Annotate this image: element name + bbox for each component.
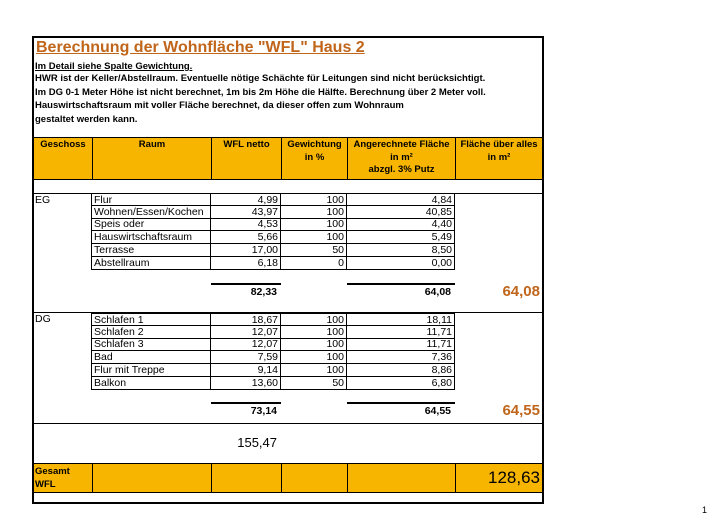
geschoss-label-eg: EG bbox=[35, 194, 51, 206]
eg-sum-wfl: 82,33 bbox=[250, 286, 277, 298]
angerechnet-cell: 8,50 bbox=[347, 244, 455, 257]
angerechnet-cell: 8,86 bbox=[347, 364, 455, 377]
dg-sum-wfl: 73,14 bbox=[250, 405, 277, 417]
header-flaeche-ueber-alles: Fläche über alles in m² bbox=[455, 138, 542, 179]
angerechnet-cell: 5,49 bbox=[347, 231, 455, 244]
angerechnet-cell: 40,85 bbox=[347, 206, 455, 219]
angerechnet-cell: 4,84 bbox=[347, 193, 455, 206]
wfl-netto-cell: 13,60 bbox=[211, 377, 281, 390]
gewichtung-cell: 100 bbox=[281, 326, 347, 339]
page-number: 1 bbox=[702, 505, 708, 515]
header-angerechnete-flaeche: Angerechnete Fläche in m² abzgl. 3% Putz bbox=[347, 138, 455, 179]
gewichtung-cell: 100 bbox=[281, 351, 347, 364]
gewichtung-cell: 100 bbox=[281, 338, 347, 351]
header-geschoss: Geschoss bbox=[40, 139, 86, 150]
wfl-netto-cell: 43,97 bbox=[211, 206, 281, 219]
dg-total: 64,55 bbox=[502, 402, 540, 419]
room-name-cell: Wohnen/Essen/Kochen bbox=[91, 206, 211, 219]
room-name-cell: Hauswirtschaftsraum bbox=[91, 231, 211, 244]
gewichtung-cell: 100 bbox=[281, 364, 347, 377]
wfl-netto-cell: 18,67 bbox=[211, 313, 281, 326]
gewichtung-cell: 100 bbox=[281, 206, 347, 219]
table-header bbox=[34, 137, 542, 180]
geschoss-label-dg: DG bbox=[35, 313, 51, 325]
dg-sum-angerechnet: 64,55 bbox=[424, 405, 451, 417]
wfl-netto-total: 155,47 bbox=[237, 435, 277, 450]
intro-line-5: gestaltet werden kann. bbox=[35, 114, 138, 125]
intro-line-2: HWR ist der Keller/Abstellraum. Eventuelle nötige Schächte für Leitungen sind nicht berücksichtigt. bbox=[35, 73, 486, 84]
wfl-netto-cell: 4,99 bbox=[211, 193, 281, 206]
wfl-netto-cell: 12,07 bbox=[211, 326, 281, 339]
header-raum: Raum bbox=[92, 138, 211, 179]
gesamt-wfl-total: 128,63 bbox=[488, 468, 540, 487]
footer-cell bbox=[211, 464, 281, 492]
page-title: Berechnung der Wohnfläche "WFL" Haus 2 bbox=[36, 39, 365, 56]
gewichtung-cell: 100 bbox=[281, 193, 347, 206]
sum-line bbox=[211, 283, 281, 285]
gewichtung-cell: 100 bbox=[281, 231, 347, 244]
angerechnet-cell: 11,71 bbox=[347, 338, 455, 351]
footer-cell bbox=[455, 464, 542, 492]
wfl-netto-cell: 12,07 bbox=[211, 338, 281, 351]
room-name-cell: Speis oder bbox=[91, 218, 211, 231]
room-name-cell: Schlafen 3 bbox=[91, 338, 211, 351]
gesamt-label: Gesamt WFL bbox=[35, 466, 70, 490]
gesamt-wfl-row bbox=[34, 463, 542, 493]
room-name-cell: Schlafen 1 bbox=[91, 313, 211, 326]
wfl-netto-cell: 9,14 bbox=[211, 364, 281, 377]
footer-cell bbox=[92, 464, 211, 492]
wfl-netto-cell: 5,66 bbox=[211, 231, 281, 244]
room-name-cell: Abstellraum bbox=[91, 257, 211, 270]
intro-line-3: Im DG 0-1 Meter Höhe ist nicht berechnet, 1m bis 2m Höhe die Hälfte. Berechnung über 2 Meter voll. bbox=[35, 87, 486, 98]
intro-line-1: Im Detail siehe Spalte Gewichtung. bbox=[35, 61, 193, 72]
sum-line bbox=[211, 402, 281, 404]
angerechnet-cell: 18,11 bbox=[347, 313, 455, 326]
room-name-cell: Flur mit Treppe bbox=[91, 364, 211, 377]
intro-line-4: Hauswirtschaftsraum mit voller Fläche berechnet, da dieser offen zum Wohnraum bbox=[35, 100, 404, 111]
sum-line bbox=[347, 283, 455, 285]
gewichtung-cell: 100 bbox=[281, 313, 347, 326]
room-name-cell: Balkon bbox=[91, 377, 211, 390]
sum-line bbox=[347, 402, 455, 404]
eg-sum-angerechnet: 64,08 bbox=[424, 286, 451, 298]
angerechnet-cell: 0,00 bbox=[347, 257, 455, 270]
header-gewichtung: Gewichtung in % bbox=[281, 138, 347, 179]
wfl-netto-cell: 4,53 bbox=[211, 218, 281, 231]
wfl-netto-cell: 17,00 bbox=[211, 244, 281, 257]
angerechnet-cell: 11,71 bbox=[347, 326, 455, 339]
section-divider bbox=[34, 423, 542, 424]
angerechnet-cell: 7,36 bbox=[347, 351, 455, 364]
room-name-cell: Bad bbox=[91, 351, 211, 364]
footer-cell bbox=[347, 464, 455, 492]
angerechnet-cell: 6,80 bbox=[347, 377, 455, 390]
wfl-netto-cell: 6,18 bbox=[211, 257, 281, 270]
gewichtung-cell: 0 bbox=[281, 257, 347, 270]
wfl-netto-cell: 7,59 bbox=[211, 351, 281, 364]
room-name-cell: Terrasse bbox=[91, 244, 211, 257]
footer-cell bbox=[281, 464, 347, 492]
room-name-cell: Flur bbox=[91, 193, 211, 206]
angerechnet-cell: 4,40 bbox=[347, 218, 455, 231]
gewichtung-cell: 50 bbox=[281, 377, 347, 390]
spreadsheet-sheet bbox=[32, 36, 544, 504]
gewichtung-cell: 100 bbox=[281, 218, 347, 231]
room-name-cell: Schlafen 2 bbox=[91, 326, 211, 339]
header-wfl-netto: WFL netto bbox=[211, 138, 281, 179]
gewichtung-cell: 50 bbox=[281, 244, 347, 257]
eg-total: 64,08 bbox=[502, 283, 540, 300]
